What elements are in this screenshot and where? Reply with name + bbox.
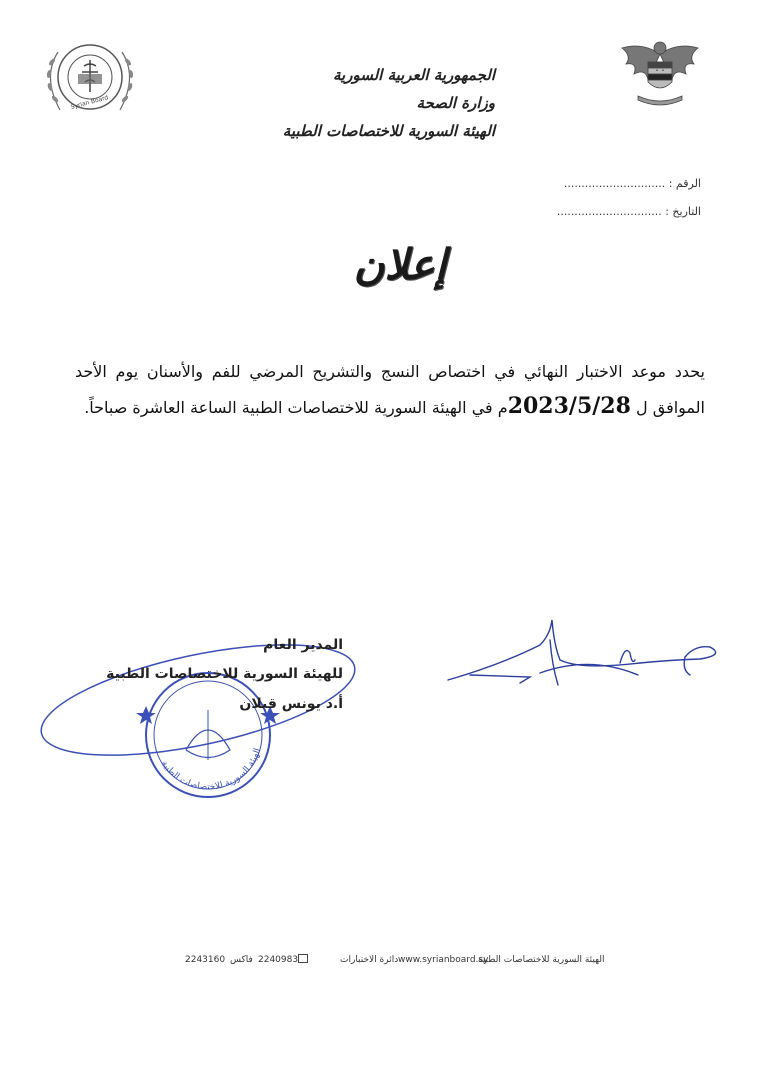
footer-website: www.syrianboard.sy — [398, 955, 489, 965]
header-board: الهيئة السورية للاختصاصات الطبية — [282, 122, 495, 140]
footer-fax-label: فاكس — [230, 955, 253, 965]
stamp-text: الهيئة السورية للاختصاصات الطبية — [158, 747, 264, 793]
footer-fax-number: 2243160 — [185, 955, 226, 965]
date-field — [441, 205, 701, 218]
footer-phone: 2240983 — [258, 955, 299, 965]
footer-org: الهيئة السورية للاختصاصات الطبية — [478, 955, 605, 965]
eagle-emblem-icon — [612, 34, 708, 114]
signature-org: للهيئة السورية للاختصاصات الطبية — [106, 666, 343, 682]
footer-dept: دائرة الاختبارات — [340, 955, 399, 965]
announcement-body — [75, 355, 705, 425]
reference-number-label: الرقم : — [668, 177, 701, 190]
signature-name: أ.د يونس قبلان — [239, 696, 343, 712]
svg-text:الهيئة السورية للاختصاصات الطب — [159, 747, 263, 792]
header-ministry: وزارة الصحة — [416, 94, 495, 112]
footer-fax — [185, 955, 225, 965]
syrian-board-logo — [40, 32, 140, 122]
header-republic: الجمهورية العربية السورية — [333, 66, 495, 84]
phone-icon — [298, 954, 308, 963]
announcement-text-after: م في الهيئة السورية للاختصاصات الطبية الساعة العاشرة صباحاً. — [84, 398, 508, 417]
exam-date: 2023/5/28 — [507, 393, 631, 419]
date-value: .............................. — [556, 205, 662, 218]
reference-number-value: ............................. — [563, 177, 666, 190]
announcement-title: إعلان — [353, 240, 447, 289]
reference-number-field — [441, 177, 701, 190]
announcement-text-before: يحدد موعد الاختبار النهائي في اختصاص النسج والتشريح المرضي للفم والأسنان يوم الأحد الموافق ل — [75, 362, 705, 417]
handwritten-signature — [440, 615, 740, 695]
official-stamp — [38, 640, 358, 800]
date-label: التاريخ : — [665, 205, 701, 218]
svg-text:Syrian Board: Syrian Board — [70, 94, 110, 111]
signature-title: المدير العام — [263, 637, 343, 653]
